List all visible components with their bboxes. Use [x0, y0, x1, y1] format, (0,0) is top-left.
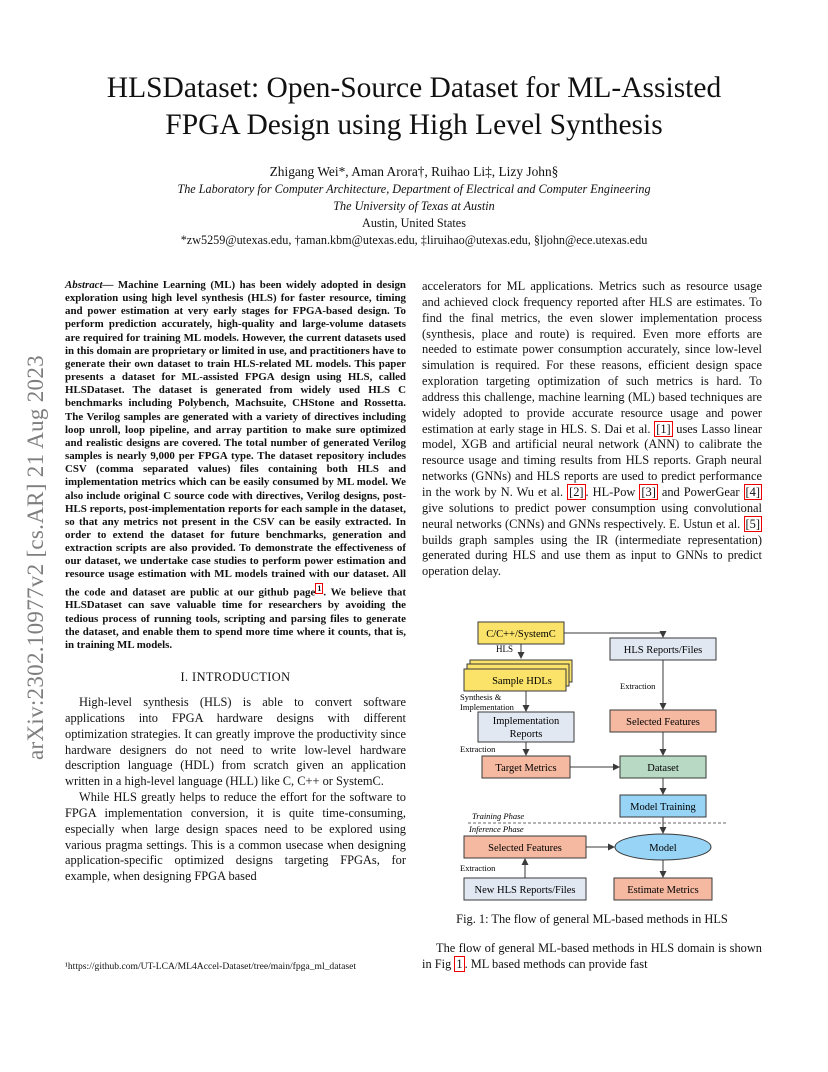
edge-label-extraction-bottom: Extraction	[460, 863, 496, 873]
text-run: builds graph samples using the IR (intermediate representation) generated during HLS and use them as input to GNNs to predict operation delay.	[422, 532, 762, 579]
citation-link-4[interactable]: [4]	[745, 484, 760, 499]
intro-paragraph-2: While HLS greatly helps to reduce the effort for the software to FPGA implementation conversion, it is quite time-consuming, especially when large design spaces need to be explored using various pragma settings. This is a common usecase when designing application-specific optimized designs targeting FPGAs, for example, when designing FPGA based	[65, 790, 406, 884]
arxiv-stamp: arXiv:2302.10977v2 [cs.AR] 21 Aug 2023	[23, 355, 48, 760]
text-run: accelerators for ML applications. Metrics such as resource usage and achieved clock frequency reported after HLS are estimates. To find the final metrics, the even slower implementation process (synthesis, place and route) is required. Even more efforts are needed to estimate power consumption accurately, since low-level simulation is required. For these reasons, efficient design space exploration targeting optimization of such metrics is hard. To address this challenge, machine learning (ML) based techniques are widely adopted to provide accurate resource usage and power estimation at early stage in HLS. S. Dai et al.	[422, 279, 762, 436]
citation-link-5[interactable]: [5]	[745, 516, 760, 531]
citation-link-2[interactable]: [2]	[569, 484, 584, 499]
affiliation-university: The University of Texas at Austin	[333, 199, 495, 213]
section-heading-introduction: I. INTRODUCTION	[180, 670, 291, 684]
right-paragraph-1	[422, 279, 762, 580]
text-run: The flow of general ML-based methods in HLS domain is shown in Fig	[422, 941, 762, 971]
node-hls-reports: HLS Reports/Files	[623, 645, 703, 656]
title-line-2: FPGA Design using High Level Synthesis	[165, 109, 663, 141]
intro-paragraph-1: High-level synthesis (HLS) is able to convert software applications into FPGA hardware designs with different optimization strategies. It can greatly improve the productivity since hardware designers do not need to write low-level hardware description language (HDL) from scratch given an application written in a high-level language (HLL) like C, C++ or SystemC.	[65, 695, 406, 789]
figure-link-1[interactable]: 1	[456, 956, 463, 971]
abstract-lead: Abstract	[65, 279, 103, 291]
abstract-text-tail: . We believe that HLSDataset can save valuable time for researchers by avoiding the tedious process of running tools, scripting and parsing files to generate the dataset, and enable them to spend more time where it counts, that is, in training ML models.	[65, 586, 406, 651]
node-target-metrics: Target Metrics	[495, 763, 557, 774]
node-sample-hdls: Sample HDLs	[492, 676, 552, 687]
node-new-hls-reports: New HLS Reports/Files	[474, 885, 576, 896]
affiliation-location: Austin, United States	[362, 216, 466, 230]
author-emails: *zw5259@utexas.edu, †aman.kbm@utexas.edu, ‡liruihao@utexas.edu, §ljohn@ece.utexas.edu	[180, 233, 648, 247]
affiliation-lab: The Laboratory for Computer Architecture, Department of Electrical and Computer Engineering	[177, 182, 651, 196]
text-run: . HL-Pow	[585, 484, 640, 499]
text-run: uses Lasso linear model, XGB and artificial neural network (ANN) to calibrate the resource usage and timing results from HLS reports. Graph neural networks (GNNs) and HLS reports are used to predict performance in the work by N. Wu et al.	[422, 421, 763, 499]
author-list: Zhigang Wei*, Aman Arora†, Ruihao Li‡, Lizy John§	[269, 164, 559, 179]
right-paragraph-2	[422, 941, 762, 973]
right-column-bottom	[422, 941, 762, 973]
node-selected-features-top: Selected Features	[626, 717, 700, 728]
edge-label-synth-1: Synthesis &	[460, 692, 502, 702]
node-impl-reports-line2: Reports	[509, 729, 543, 740]
abstract-text: — Machine Learning (ML) has been widely adopted in design exploration using high level synthesis (HLS) for faster resource, timing and power estimation at very early stages for FPGA-based design. To perform prediction accurately, high-quality and large-volume datasets are required for training ML models. However, the current datasets used in this domain are proprietary or limited in use, and practitioners have to generate their own dataset to train HLS-related ML models. This paper presents a dataset for ML-assisted FPGA design using HLS, called HLSDataset. The dataset is generated from widely used HLS C benchmarks including Polybench, Machsuite, CHStone and Rossetta. The Verilog samples are generated with a variety of directives including loop unroll, loop pipeline, and array partition to make sure optimized and realistic designs are covered. The total number of generated Verilog samples is nearly 9,000 per FPGA type. The dataset repository includes CSV (comma separated values) files containing both HLS and implementation metrics which can be easily consumed by ML model. We also include original C source code with directives, Verilog designs, post-HLS reports, post-implementation reports for each sample in the dataset, so that any metrics not present in the CSV can be easily extracted. In order to extend the dataset for future benchmarks, generation and extraction scripts are also provided. To demonstrate the effectiveness of our dataset, we undertake case studies to perform power estimation and resource usage estimation with ML models trained with our dataset. All the code and dataset are public at our github page	[65, 279, 406, 599]
node-model-training: Model Training	[630, 802, 696, 813]
node-selected-features-bottom: Selected Features	[488, 843, 562, 854]
footnote-link[interactable]: 1	[317, 583, 322, 593]
node-dataset: Dataset	[647, 763, 679, 774]
edge-label-synth-2: Implementation	[460, 702, 514, 712]
left-column	[65, 279, 406, 885]
footnote-url: ¹https://github.com/UT-LCA/ML4Accel-Dataset/tree/main/fpga_ml_dataset	[65, 961, 357, 972]
label-training-phase: Training Phase	[472, 811, 525, 821]
text-run: and PowerGear	[657, 484, 744, 499]
edge-label-extraction-top: Extraction	[620, 681, 656, 691]
right-column	[422, 279, 762, 580]
label-inference-phase: Inference Phase	[469, 824, 524, 834]
text-run: . ML based methods can provide fast	[464, 956, 648, 971]
node-csource: C/C++/SystemC	[486, 629, 556, 640]
text-run: give solutions to predict power consumption using convolutional neural networks (CNNs) and GNNs respectively. E. Ustun et al.	[422, 500, 762, 531]
edge-label-extraction-mid: Extraction	[460, 744, 496, 754]
node-estimate-metrics: Estimate Metrics	[627, 885, 699, 896]
paper-title	[40, 70, 788, 144]
citation-link-3[interactable]: [3]	[641, 484, 656, 499]
edge-label-hls: HLS	[496, 644, 514, 654]
node-impl-reports-line1: Implementation	[492, 716, 560, 727]
citation-link-1[interactable]: [1]	[656, 421, 671, 436]
title-line-1: HLSDataset: Open-Source Dataset for ML-Assisted	[106, 72, 722, 104]
abstract	[65, 279, 406, 652]
node-model: Model	[649, 843, 677, 854]
figure-flow-diagram	[438, 614, 758, 906]
figure-caption: Fig. 1: The flow of general ML-based methods in HLS	[456, 912, 728, 926]
